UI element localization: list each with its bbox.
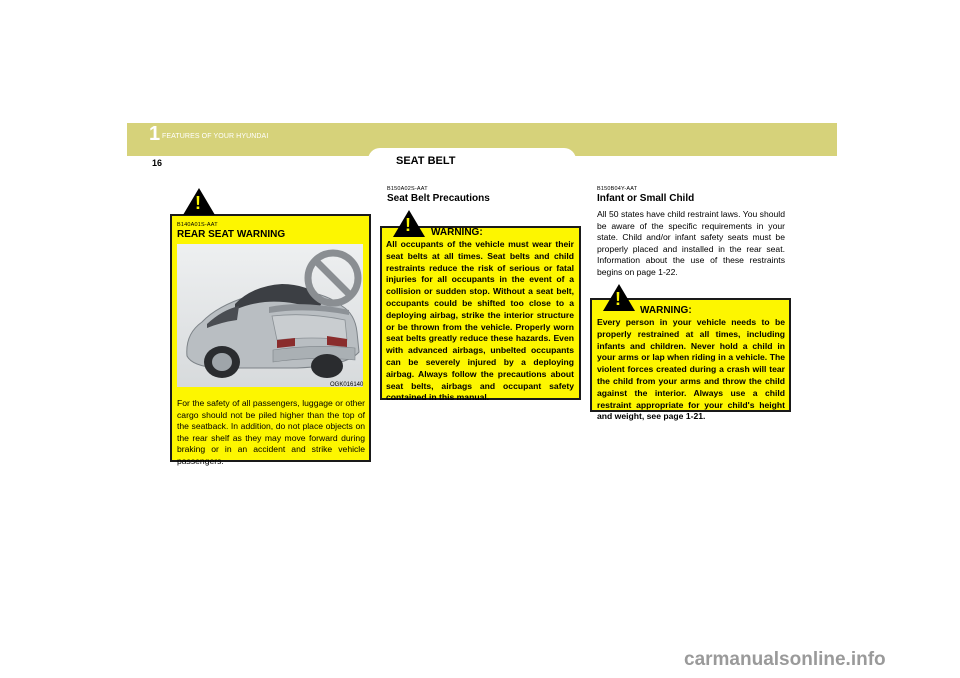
infant-small-child-text: All 50 states have child restraint laws. You should be aware of the specific requirements in your state. Child and/or infant safety seats must be properly placed and installed in the rear seat. Information about the use of these restraints begins on page 1-22. [597,209,785,277]
rear-seat-warning-text: For the safety of all passengers, luggage or other cargo should not be piled higher than the top of the seatback. In addition, do not place objects on the rear shelf as they may move forward during braking or in an accident and strike vehicle passengers. [177,398,365,466]
chapter-title: FEATURES OF YOUR HYUNDAI [162,133,269,140]
section-code: B150A02S-AAT [387,186,428,192]
child-restraint-warning-text: Every person in your vehicle needs to be properly restrained at all times, including infants and children. Never hold a child in your arms or lap when riding in a vehicle. The violent forces created during a crash will tear the child from your arms and throw the child against the interior. Always use a child restraint appropriate for your child's height and weight, see page 1-21. [597,317,785,422]
warning-title: WARNING: [640,305,692,316]
prohibition-icon [303,248,363,308]
car-illustration [177,244,363,387]
chapter-number: 1 [149,123,161,145]
warning-triangle-icon: ! [603,284,635,311]
section-code: B140A01S-AAT [177,222,218,228]
warning-triangle-icon: ! [393,210,425,237]
warning-triangle-icon: ! [183,188,215,215]
seat-belt-precautions-heading: Seat Belt Precautions [387,193,490,204]
watermark: carmanualsonline.info [684,649,886,670]
rear-seat-warning-heading: REAR SEAT WARNING [177,229,286,240]
image-caption: OGK016140 [330,382,364,388]
seat-belt-warning-text: All occupants of the vehicle must wear their seat belts at all times. Seat belts and child restraints reduce the risk of serious or fatal injuries for all occupants in the event of a collision or sudden stop. Without a seat belt, occupants could be shifted too close to a deploying airbag, strike the interior structure or be thrown from the vehicle. Properly worn seat belts greatly reduce these hazards. Even with advanced airbags, unbelted occupants can be severely injured by a deploying airbag. Always follow the precautions about seat belts, airbags and occupant safety contained in this manual. [386,239,574,403]
warning-title: WARNING: [431,227,483,238]
page-number: 16 [152,158,163,168]
section-code: B150B04Y-AAT [597,186,638,192]
infant-small-child-heading: Infant or Small Child [597,193,695,204]
section-title: SEAT BELT [396,155,456,167]
